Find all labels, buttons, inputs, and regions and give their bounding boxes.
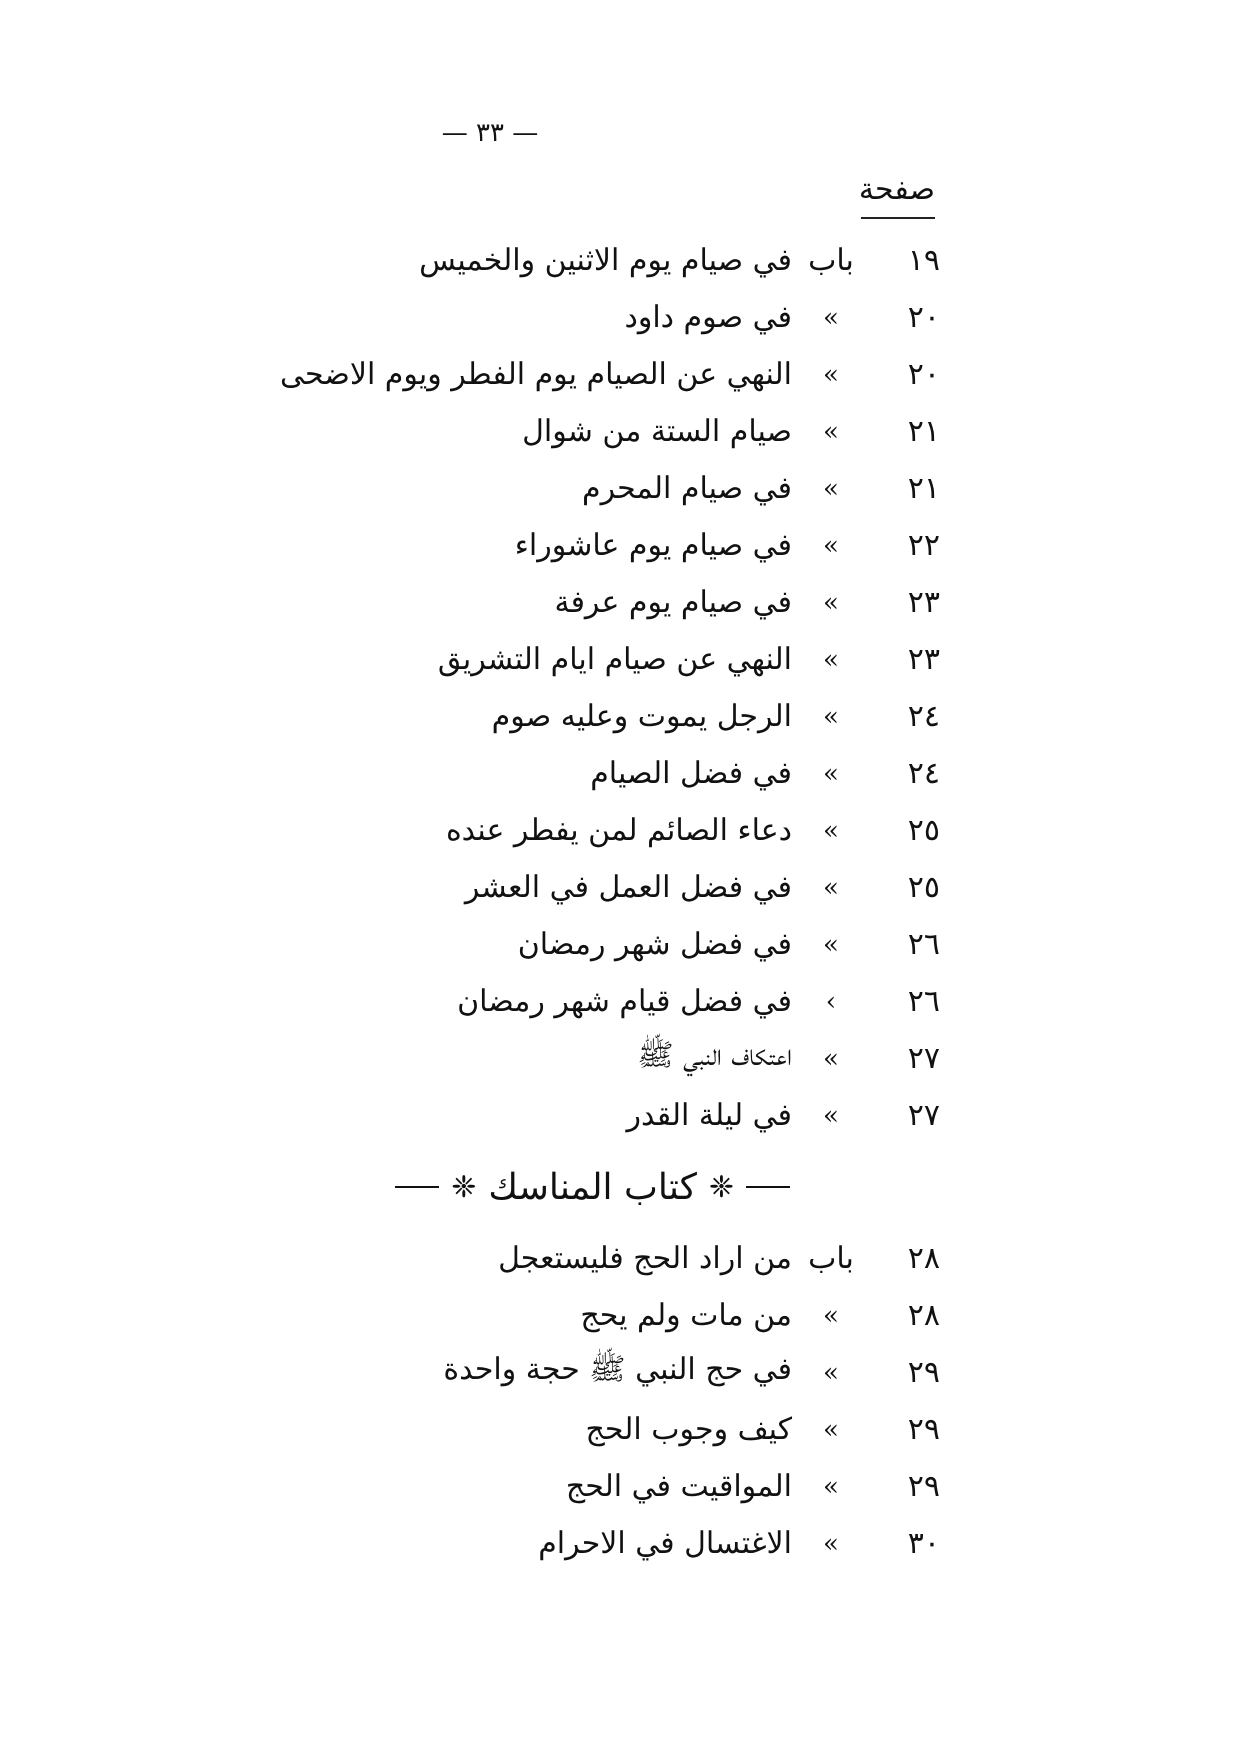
toc-entry [240,346,940,403]
toc-title: في فضل الصيام [590,756,792,791]
toc-page-number: ١٩ [907,243,940,278]
toc-page-number: ٢٤ [907,699,940,734]
ditto-mark: » [823,815,839,846]
toc-entry [240,1087,940,1144]
ditto-mark: » [823,1414,839,1445]
toc-page-number: ٢٣ [907,585,940,620]
ditto-mark: » [823,587,839,618]
ditto-mark: » [823,872,839,903]
toc-page-number: ٣٠ [907,1526,940,1561]
toc-page-number: ٢٩ [907,1469,940,1504]
ditto-mark: » [823,1528,839,1559]
toc-title: في حج النبي ﷺ حجة واحدة [443,1352,792,1387]
toc-page-number: ٢٦ [907,984,940,1019]
page-column-header: صفحة [861,172,935,219]
toc-entry [240,1030,940,1087]
toc-page-number: ٢٧ [907,1041,940,1076]
toc-title: في فضل قيام شهر رمضان [457,984,792,1019]
ditto-mark: » [823,1300,839,1331]
ditto-mark: » [823,416,839,447]
toc-title: في صيام يوم عرفة [554,585,792,620]
toc-page-number: ٢٧ [907,1098,940,1133]
toc-title: في صوم داود [624,300,792,335]
heading-rule [395,1186,439,1188]
toc-title: من مات ولم يحج [580,1298,792,1333]
toc-title: صيام الستة من شوال [522,414,792,449]
toc-title: في فضل العمل في العشر [464,870,792,905]
toc-page-number: ٢٠ [907,357,940,392]
table-of-contents [240,232,940,1572]
toc-entry [240,574,940,631]
toc-title: كيف وجوب الحج [585,1412,792,1447]
toc-entry [240,517,940,574]
toc-page-number: ٢٩ [907,1412,940,1447]
toc-page-number: ٢١ [907,471,940,506]
toc-page-number: ٢٦ [907,927,940,962]
ditto-mark: » [823,302,839,333]
ditto-mark: » [823,1100,839,1131]
toc-page-number: ٢٥ [907,870,940,905]
ditto-mark: » [823,929,839,960]
toc-entry [240,973,940,1030]
ditto-mark: » [823,1357,839,1388]
toc-prefix: باب [808,243,854,278]
toc-entry [240,1287,940,1344]
ditto-mark: » [823,758,839,789]
toc-entry [240,916,940,973]
toc-entry [240,232,940,289]
toc-entry [240,1230,940,1287]
toc-page-number: ٢٤ [907,756,940,791]
ditto-mark: » [823,1043,839,1074]
toc-title: الرجل يموت وعليه صوم [491,699,792,734]
toc-entry [240,631,940,688]
section-title: كتاب المناسك [488,1166,697,1208]
toc-page-number: ٢٩ [907,1355,940,1390]
toc-title: النهي عن صيام ايام التشريق [437,642,792,677]
toc-entry [240,460,940,517]
ditto-mark: » [823,1471,839,1502]
toc-entry [240,688,940,745]
toc-title: في صيام يوم الاثنين والخميس [419,243,792,278]
toc-page-number: ٢١ [907,414,940,449]
ditto-mark: » [823,473,839,504]
toc-entry [240,1458,940,1515]
ditto-mark: » [823,530,839,561]
toc-entry [240,745,940,802]
toc-page-number: ٢٨ [907,1298,940,1333]
toc-entry [240,1401,940,1458]
toc-title: دعاء الصائم لمن يفطر عنده [445,813,792,848]
toc-entry [240,1515,940,1572]
toc-page-number: ٢٢ [907,528,940,563]
toc-title: في صيام يوم عاشوراء [514,528,792,563]
toc-page-number: ٢٥ [907,813,940,848]
toc-title: في صيام المحرم [582,471,792,506]
toc-entry [240,289,940,346]
toc-title: من اراد الحج فليستعجل [498,1241,792,1276]
toc-title: في ليلة القدر [626,1098,792,1133]
toc-title: النهي عن الصيام يوم الفطر ويوم الاضحى [279,357,792,392]
section-heading-text-wrap [395,1167,790,1208]
toc-title: الاغتسال في الاحرام [538,1526,792,1561]
toc-page-number: ٢٠ [907,300,940,335]
toc-title: في فضل شهر رمضان [517,927,792,962]
toc-title: المواقيت في الحج [565,1469,792,1504]
ornament-icon: ❈ [451,1169,477,1205]
toc-entry [240,859,940,916]
toc-prefix: باب [808,1241,854,1276]
toc-entry [240,403,940,460]
toc-page-number: ٢٣ [907,642,940,677]
toc-entry [240,1344,940,1401]
ornament-icon: ❈ [708,1169,734,1205]
toc-entry [240,802,940,859]
section-heading [240,1144,940,1230]
page-number: — ٣٣ — [441,118,539,148]
ditto-mark: » [823,359,839,390]
ditto-mark: › [825,986,837,1017]
ditto-mark: » [823,644,839,675]
ditto-mark: » [823,701,839,732]
toc-title: اعتكاف النبي ﷺ [637,1038,792,1073]
toc-page-number: ٢٨ [907,1241,940,1276]
heading-rule [746,1186,790,1188]
